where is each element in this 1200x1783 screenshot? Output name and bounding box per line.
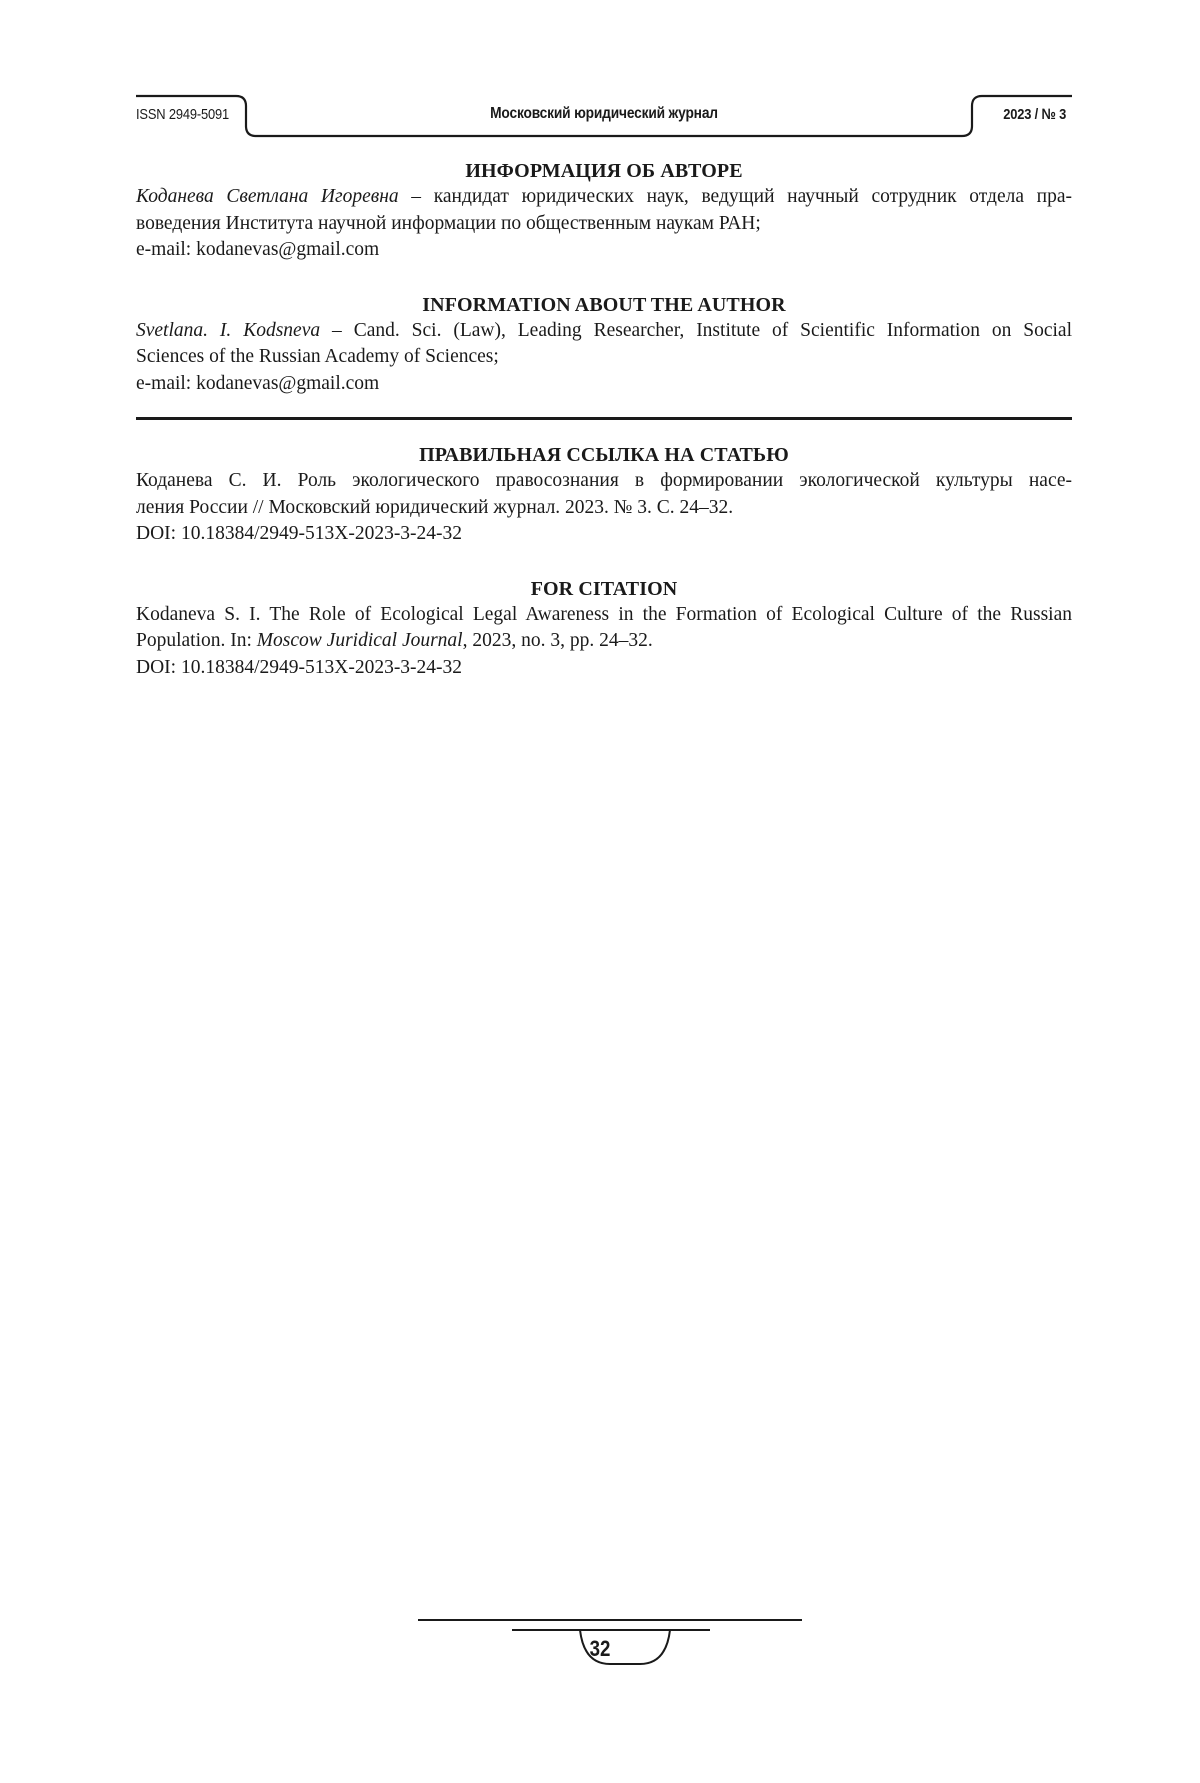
author-en-email: e-mail: kodanevas@gmail.com (136, 372, 380, 394)
author-info-ru-title: ИНФОРМАЦИЯ ОБ АВТОРЕ (465, 160, 743, 182)
citation-ru-title: ПРАВИЛЬНАЯ ССЫЛКА НА СТАТЬЮ (419, 444, 789, 466)
citation-en-journal: Moscow Juridical Journal (256, 630, 463, 651)
header-issn: ISSN 2949-5091 (136, 106, 229, 123)
citation-en-line-2 (136, 628, 1072, 655)
citation-ru-line-1: Коданева С. И. Роль экологического правосознания в формировании экологической культуры насе- (136, 470, 1072, 491)
author-info-ru (136, 158, 1072, 264)
author-ru-line-2: воведения Института научной информации по общественным наукам РАН; (136, 212, 761, 234)
author-info-ru-text (136, 184, 1072, 264)
citation-en (136, 576, 1072, 682)
page-footer (0, 1618, 1200, 1678)
author-en-line-1-rest: – Cand. Sci. (Law), Leading Researcher, Institute of Scientific Information on Social (320, 319, 1073, 341)
author-en-line-1 (136, 318, 1072, 345)
header-journal-title: Московский юридический журнал (490, 105, 718, 122)
header-issue: 2023 / № 3 (1003, 106, 1066, 123)
citation-ru-doi: DOI: 10.18384/2949-513X-2023-3-24-32 (136, 523, 463, 544)
running-header (136, 90, 1072, 140)
citation-en-line-1: Kodaneva S. I. The Role of Ecological Legal Awareness in the Formation of Ecological Culture of the Russian (136, 603, 1072, 625)
author-info-en-text (136, 318, 1072, 398)
author-ru-line-1-rest: – кандидат юридических наук, ведущий научный сотрудник отдела пра- (398, 186, 1072, 207)
author-en-line-2: Sciences of the Russian Academy of Sciences; (136, 346, 499, 367)
citation-en-line-2-post: , 2023, no. 3, pp. 24–32. (462, 630, 653, 651)
author-ru-name: Коданева Светлана Игоревна (136, 186, 399, 207)
citation-en-text (136, 602, 1072, 682)
author-ru-line-1 (136, 184, 1072, 211)
author-en-name: Svetlana. I. Kodsneva (136, 319, 321, 341)
author-ru-email: e-mail: kodanevas@gmail.com (136, 239, 380, 260)
citation-en-doi: DOI: 10.18384/2949-513X-2023-3-24-32 (136, 656, 463, 678)
page-content (136, 158, 1072, 681)
citation-ru-line-2: ления России // Московский юридический журнал. 2023. № 3. С. 24–32. (136, 496, 734, 518)
citation-en-line-2-pre: Population. In: (136, 630, 257, 651)
author-info-en (136, 292, 1072, 398)
citation-ru (136, 442, 1072, 548)
citation-ru-text (136, 468, 1072, 548)
author-info-en-title: INFORMATION ABOUT THE AUTHOR (422, 293, 786, 316)
section-divider (136, 417, 1072, 420)
citation-en-title: FOR CITATION (530, 577, 678, 600)
page-number: 32 (589, 1636, 611, 1661)
